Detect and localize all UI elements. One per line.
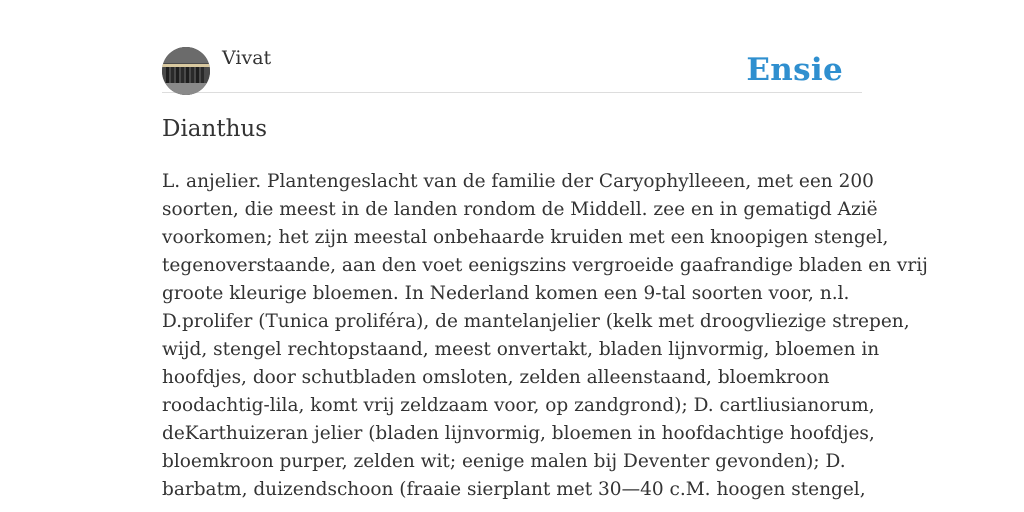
author-name[interactable]: Vivat xyxy=(222,47,272,69)
page-title: Dianthus xyxy=(162,116,267,142)
site-logo[interactable]: Ensie xyxy=(746,52,843,88)
text-line: bloemkroon purper, zelden wit; eenige malen bij Deventer gevonden); D. xyxy=(162,451,846,472)
text-line: tegenoverstaande, aan den voet eenigszins vergroeide gaafrandige bladen en vrij xyxy=(162,255,928,276)
text-line: deKarthuizeran jelier (bladen lijnvormig, bloemen in hoofdachtige hoofdjes, xyxy=(162,423,875,444)
text-line: hoofdjes, door schutbladen omsloten, zelden alleenstaand, bloemkroon xyxy=(162,367,830,388)
article-paragraph xyxy=(162,168,928,504)
text-line: roodachtig-lila, komt vrij zeldzaam voor, op zandgrond); D. cartliusianorum, xyxy=(162,395,875,416)
text-line: soorten, die meest in de landen rondom de Middell. zee en in gematigd Azië xyxy=(162,199,878,220)
article-body xyxy=(162,168,928,504)
text-line: D.prolifer (Tunica proliféra), de mantelanjelier (kelk met droogvliezige strepen, xyxy=(162,311,910,332)
text-line: barbatm, duizendschoon (fraaie sierplant met 30—40 c.M. hoogen stengel, xyxy=(162,479,866,500)
text-line: voorkomen; het zijn meestal onbehaarde kruiden met een knoopigen stengel, xyxy=(162,227,889,248)
text-line: wijd, stengel rechtopstaand, meest onvertakt, bladen lijnvormig, bloemen in xyxy=(162,339,880,360)
text-line: groote kleurige bloemen. In Nederland komen een 9-tal soorten voor, n.l. xyxy=(162,283,850,304)
text-line: L. anjelier. Plantengeslacht van de familie der Caryophylleeen, met een 200 xyxy=(162,171,874,192)
site-header xyxy=(162,46,862,93)
bookshelf-avatar-icon[interactable] xyxy=(162,47,210,95)
